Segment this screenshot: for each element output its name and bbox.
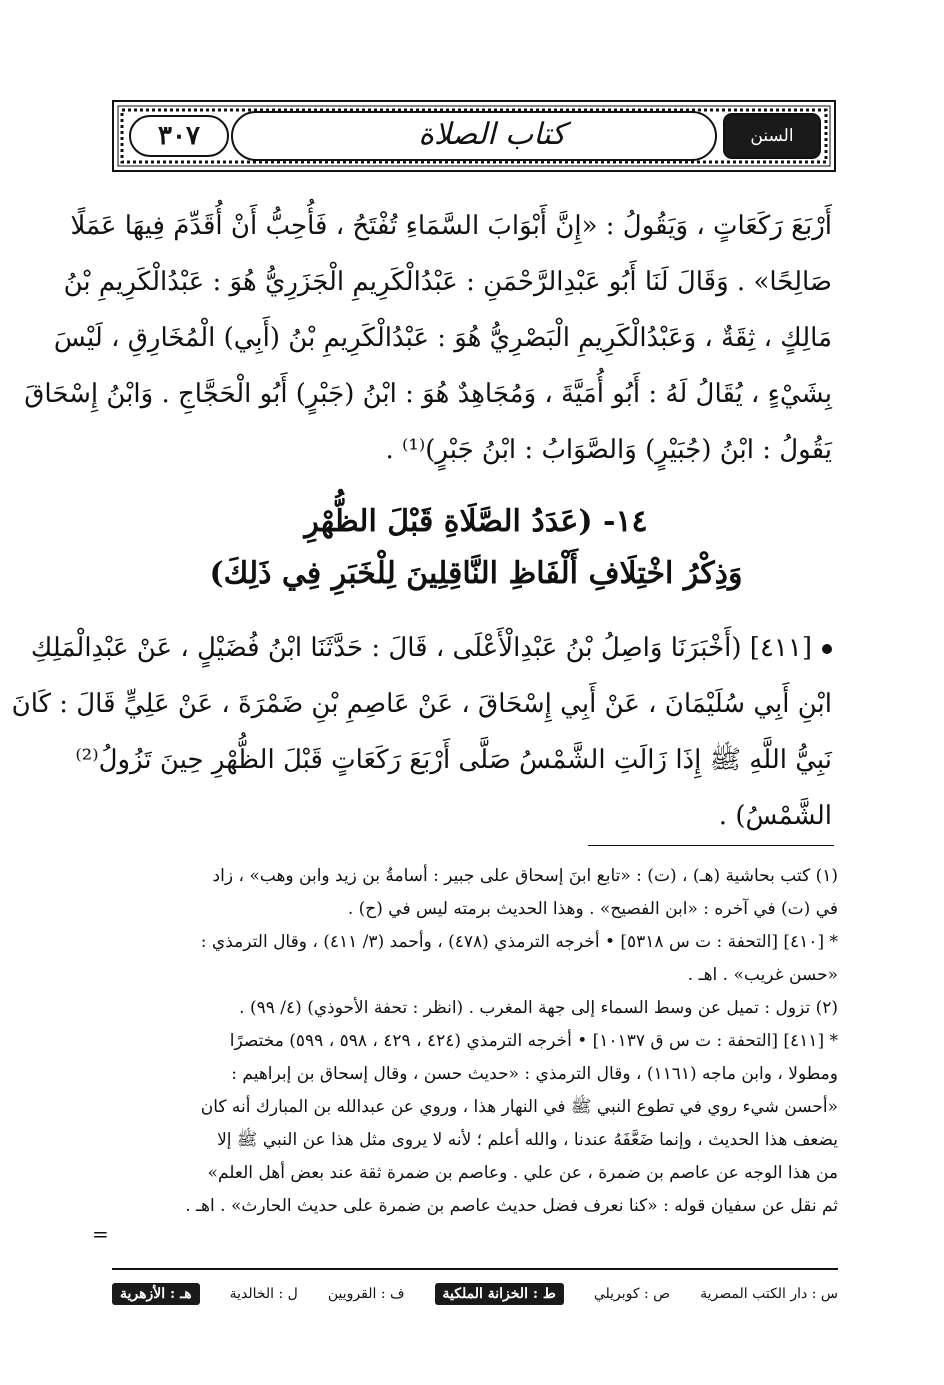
- hadith-line: ابْنِ أَبِي سُلَيْمَانَ ، عَنْ أَبِي إِسْحَاقَ ، عَنْ عَاصِمِ بْنِ ضَمْرَةَ ، عَنْ عَلِيٍّ قَالَ : كَانَ: [11, 689, 832, 719]
- text-line: مَالِكٍ ، ثِقَةٌ ، وَعَبْدُالْكَرِيمِ الْبَصْرِيُّ هُوَ : عَبْدُالْكَرِيمِ بْنُ (أَبِي) الْمُخَارِقِ ، لَيْسَ: [53, 323, 832, 353]
- book-title: كتاب الصلاة: [418, 117, 566, 152]
- legend-item-s: س : دار الكتب المصرية: [700, 1286, 838, 1302]
- chapter-title-line-2: وَذِكْرُ اخْتِلَافِ أَلْفَاظِ النَّاقِلِينَ لِلْخَبَرِ فِي ذَلِكَ): [209, 556, 743, 591]
- legend-item-lam: ل : الخالدية: [229, 1286, 298, 1302]
- chapter-title-line-1: ١٤- (عَدَدُ الصَّلَاةِ قَبْلَ الظُّهْرِ: [304, 504, 648, 539]
- text-line: بِشَيْءٍ ، يُقَالُ لَهُ : أَبُو أُمَيَّةَ ، وَمُجَاهِدٌ هُوَ : ابْنُ (جَبْرٍ) أَبُو الْحَجَّاجِ . وَابْنُ إِسْحَاقَ: [24, 379, 832, 409]
- manuscript-legend: [112, 1276, 838, 1312]
- hadith-line: نَبِيُّ اللَّهِ ﷺ إِذَا زَالَتِ الشَّمْسُ صَلَّى أَرْبَعَ رَكَعَاتٍ قَبْلَ الظُّهْرِ حِينَ تَزُولُ⁽²⁾: [75, 745, 832, 775]
- text-line: صَالِحًا» . وَقَالَ لَنَا أَبُو عَبْدِالرَّحْمَنِ : عَبْدُالْكَرِيمِ الْجَزَرِيُّ هُوَ : عَبْدُالْكَرِيمِ بْنُ: [63, 267, 832, 297]
- footnote-line: من هذا الوجه عن عاصم بن ضمرة ، عن علي . وعاصم بن ضمرة ثقة عند بعض أهل العلم»: [207, 1163, 838, 1183]
- footnote-line: «حسن غريب» . اهـ .: [687, 965, 838, 985]
- book-emblem: السنن الكبرى: [748, 126, 796, 190]
- page-header: [112, 100, 836, 190]
- footnote-line: يضعف هذا الحديث ، وإنما ضَعَّفَهُ عندنا ، والله أعلم ؛ لأنه لا يروى مثل هذا عن النبي ﷺ إلا: [217, 1130, 838, 1150]
- continuation-mark: =: [92, 1222, 109, 1246]
- footnote-line: (١) كتب بحاشية (هـ) ، (ت) : «تابع ابنَ إسحاق على جبير : أسامةُ بن زيد وابن وهب» ، زاد: [212, 866, 838, 886]
- footnote-line: في (ت) في آخره : «ابن الفصيح» . وهذا الحديث برمته ليس في (ح) .: [347, 899, 838, 919]
- legend-item-ha: هـ : الأزهرية: [112, 1283, 200, 1305]
- footnote-line: * [٤١٠] [التحفة : ت س ٥٣١٨] • أخرجه الترمذي (٤٧٨) ، وأحمد (٣/ ٤١١) ، وقال الترمذي :: [200, 932, 838, 952]
- legend-item-sad: ص : كوبريلي: [593, 1286, 671, 1302]
- hadith-line: الشَّمْسُ) .: [718, 801, 832, 831]
- footnotes: [112, 860, 838, 1223]
- main-text: [24, 198, 832, 478]
- footnote-line: * [٤١١] [التحفة : ت س ق ١٠١٣٧] • أخرجه الترمذي (٤٢٤ ، ٤٢٩ ، ٥٩٨ ، ٥٩٩) مختصرًا: [229, 1031, 838, 1051]
- bullet-icon: [822, 644, 832, 654]
- text-line: أَرْبَعَ رَكَعَاتٍ ، وَيَقُولُ : «إِنَّ أَبْوَابَ السَّمَاءِ تُفْتَحُ ، فَأُحِبُّ أَنْ أُقَدِّمَ فِيهَا عَمَلًا: [70, 211, 832, 241]
- footnote-line: ومطولا ، وابن ماجه (١١٦١) ، وقال الترمذي : «حديث حسن ، وقال إسحاق بن إبراهيم :: [231, 1064, 838, 1084]
- hadith-line: [30, 620, 832, 676]
- footnote-line: (٢) تزول : تميل عن وسط السماء إلى جهة المغرب . (انظر : تحفة الأحوذي) (٤/ ٩٩) .: [239, 998, 838, 1018]
- chapter-heading: [120, 496, 832, 600]
- text-line: يَقُولُ : ابْنُ (جُبَيْرٍ) وَالصَّوَابُ : ابْنُ جَبْرٍ)⁽¹⁾ .: [385, 435, 832, 465]
- legend-separator: [112, 1268, 838, 1270]
- hadith-line-text: [٤١١] (أَخْبَرَنَا وَاصِلُ بْنُ عَبْدِالْأَعْلَى ، قَالَ : حَدَّثَنَا ابْنُ فُضَيْلٍ ، عَنْ عَبْدِالْمَلِكِ: [30, 633, 812, 663]
- hadith-411: [11, 620, 832, 844]
- footnote-line: «أحسن شيء روي في تطوع النبي ﷺ في النهار هذا ، وروي عن عبدالله بن المبارك أنه كان: [200, 1097, 838, 1117]
- footnote-line: ثم نقل عن سفيان قوله : «كنا نعرف فضل حديث عاصم بن ضمرة على حديث الحارث» . اهـ .: [185, 1196, 838, 1216]
- legend-item-fa: ف : القرويين: [327, 1286, 405, 1302]
- footnote-separator: [588, 845, 834, 846]
- page-number: ٣٠٧: [158, 121, 200, 151]
- legend-item-ta: ط : الخزانة الملكية: [435, 1283, 564, 1305]
